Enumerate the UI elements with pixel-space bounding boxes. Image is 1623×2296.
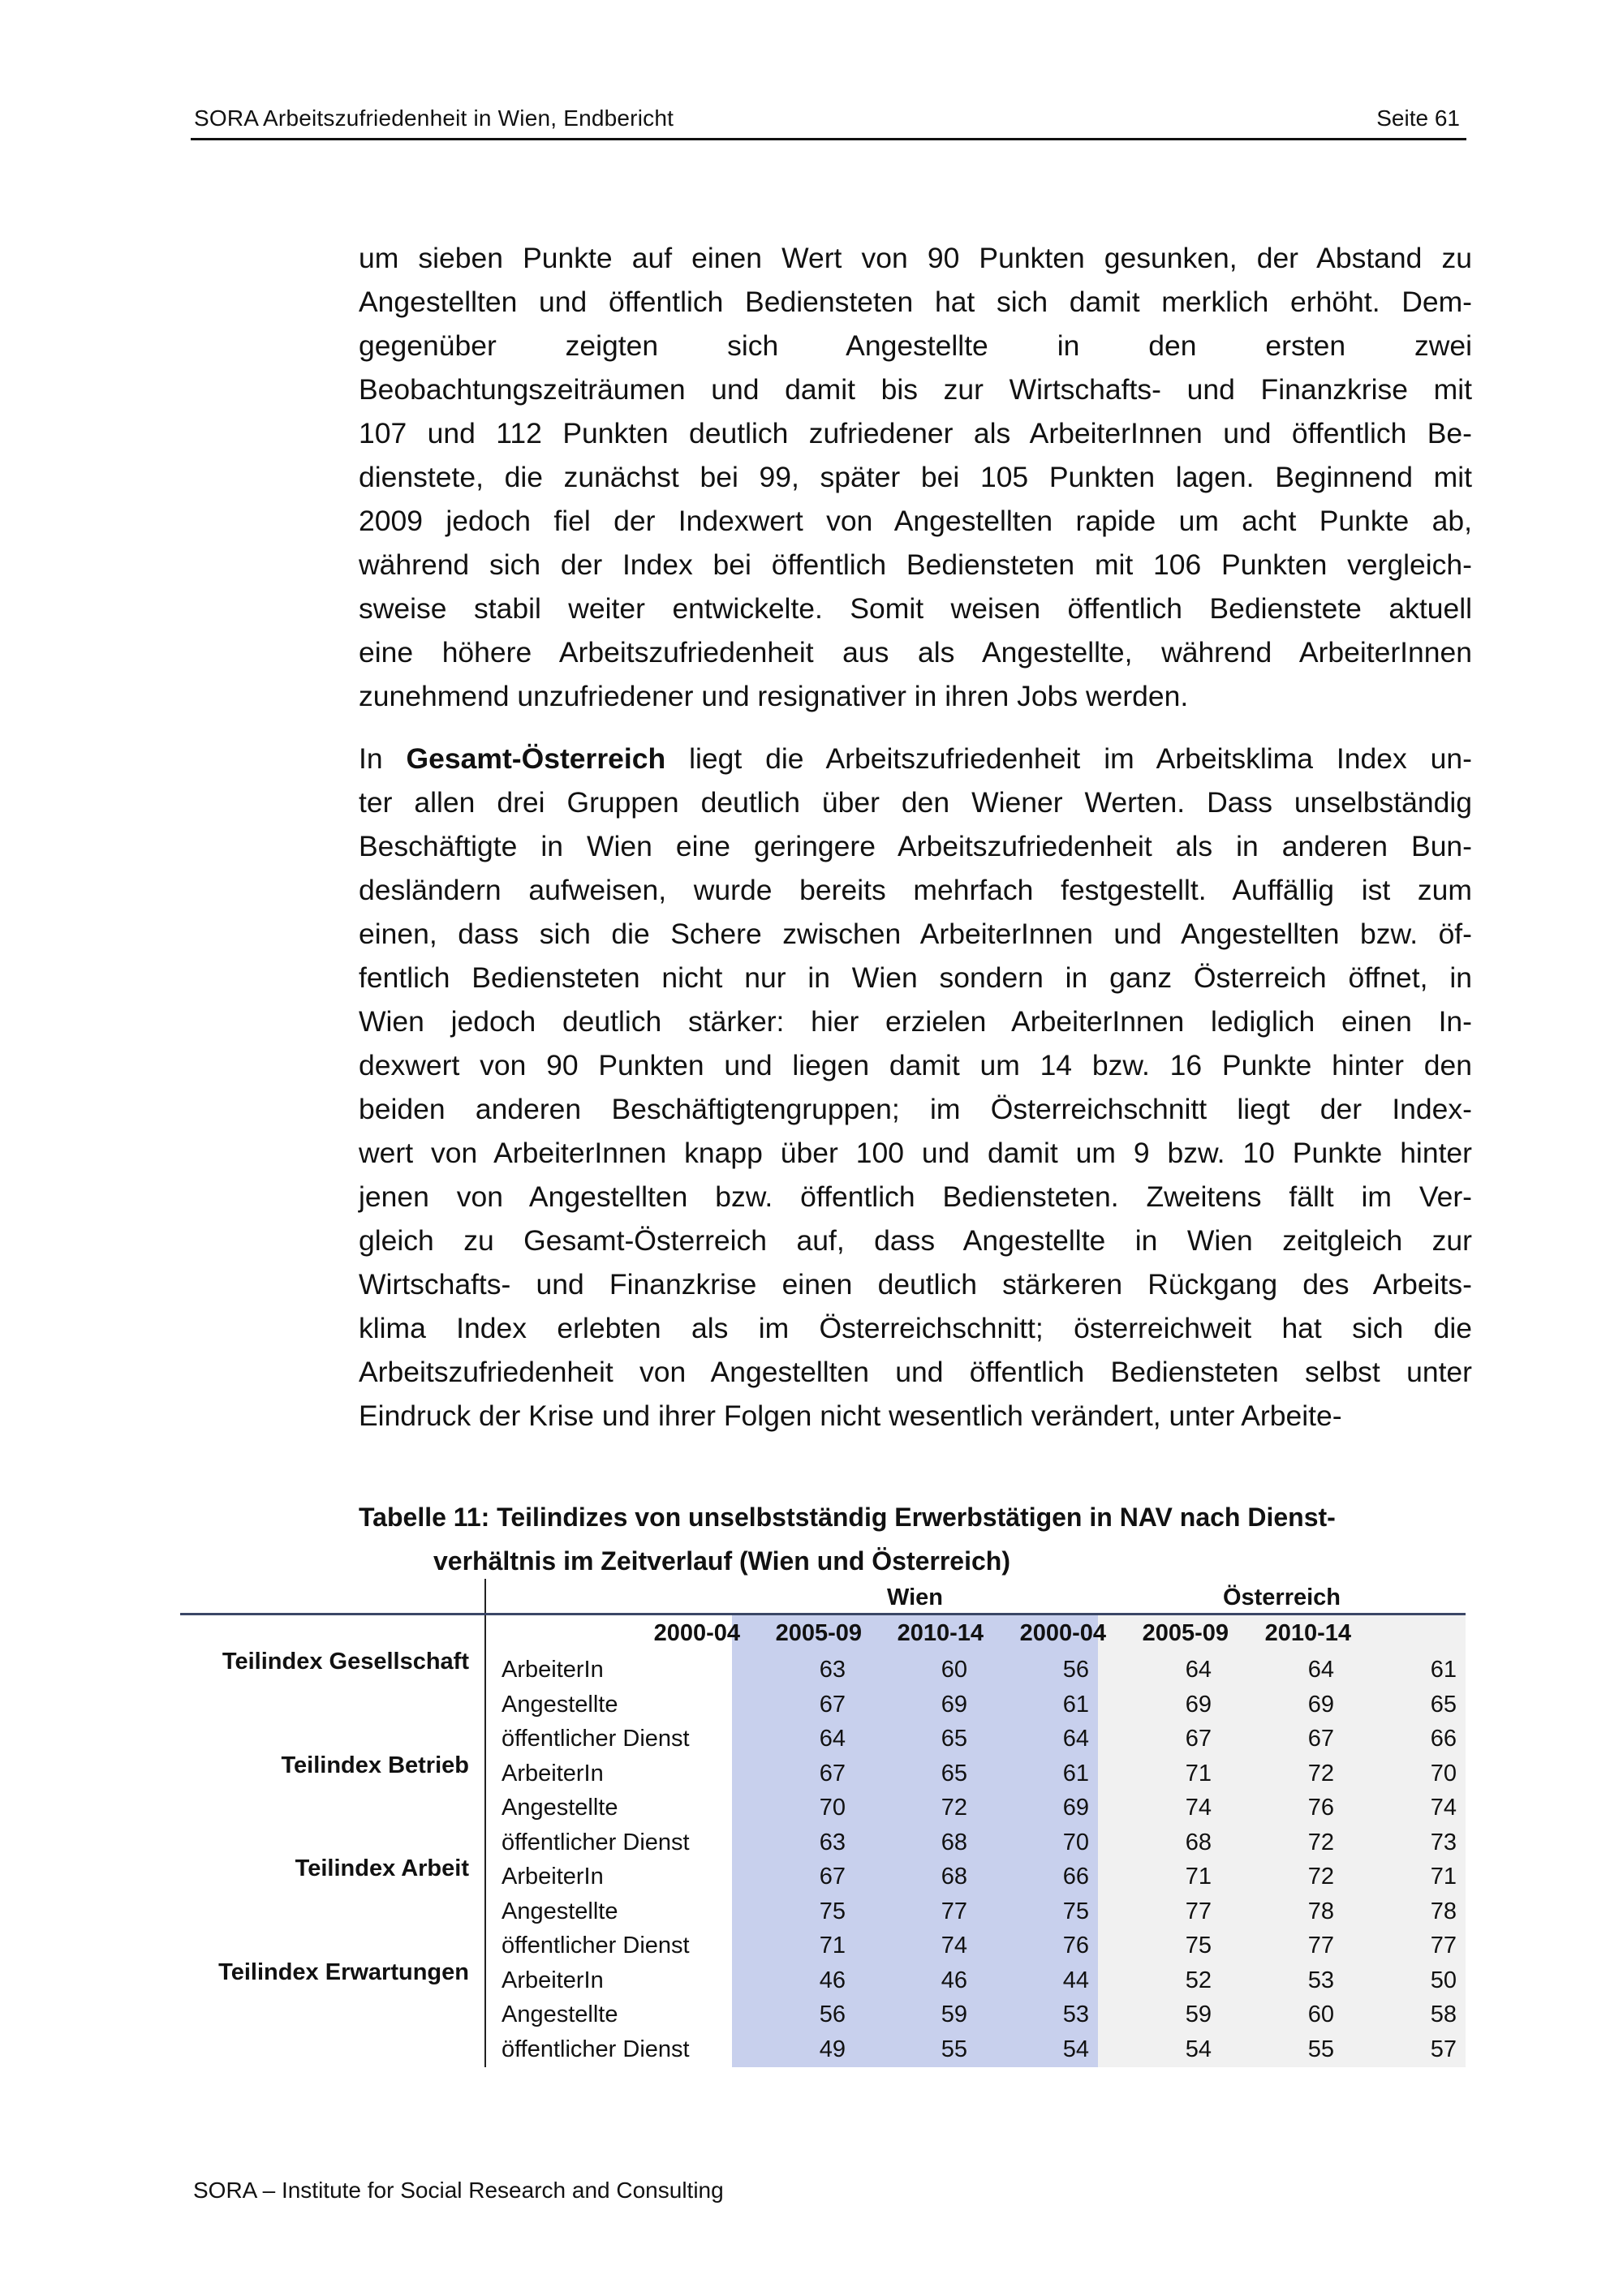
- table-cell: 77: [1430, 1933, 1457, 1958]
- table-cell: 60: [1307, 2001, 1334, 2027]
- text-line: jenen von Angestellten bzw. öffentlich Bediensteten. Zweitens fällt im Ver-: [359, 1180, 1472, 1213]
- text-fragment: liegt die Arbeitszufriedenheit im Arbeitsklima Index un-: [665, 742, 1472, 775]
- table-cell: 44: [1062, 1967, 1089, 1993]
- table-cell: 64: [819, 1726, 846, 1752]
- table-cell: 53: [1062, 2001, 1089, 2027]
- period-header: 2000-04: [653, 1620, 740, 1646]
- page-number: Seite 61: [1376, 105, 1460, 131]
- table-cell: 77: [1307, 1933, 1334, 1958]
- table-row: [0, 1724, 1623, 1759]
- table-cell: 58: [1430, 2001, 1457, 2027]
- table-cell: 69: [941, 1691, 967, 1718]
- table-row: [0, 1793, 1623, 1828]
- table-caption: [359, 1495, 1472, 1583]
- table-cell: 60: [941, 1657, 967, 1683]
- table-cell: 65: [941, 1726, 967, 1752]
- row-category-label: öffentlicher Dienst: [502, 1933, 690, 1958]
- table-cell: 63: [819, 1829, 846, 1855]
- table-row: [0, 1855, 1623, 1897]
- table-cell: 76: [1307, 1795, 1334, 1821]
- table-cell: 61: [1062, 1691, 1089, 1718]
- table-cell: 72: [1307, 1864, 1334, 1890]
- table-cell: 46: [819, 1967, 846, 1993]
- table-cell: 59: [941, 2001, 967, 2027]
- period-header: 2010-14: [1264, 1620, 1351, 1646]
- table-row: [0, 1897, 1623, 1932]
- table-row: [0, 2000, 1623, 2035]
- table-cell: 67: [1185, 1726, 1212, 1752]
- row-category-label: ArbeiterIn: [502, 1760, 604, 1786]
- table-cell: 64: [1185, 1657, 1212, 1683]
- row-category-label: öffentlicher Dienst: [502, 1726, 690, 1752]
- table-cell: 65: [941, 1760, 967, 1786]
- table-row: [0, 2035, 1623, 2070]
- row-category-label: Angestellte: [502, 1898, 618, 1924]
- table-cell: 66: [1062, 1864, 1089, 1890]
- text-line: Beobachtungszeiträumen und damit bis zur Wirtschafts- und Finanzkrise mit: [359, 373, 1472, 406]
- table-cell: 71: [1430, 1864, 1457, 1890]
- table-cell: 72: [1307, 1760, 1334, 1786]
- period-header: 2005-09: [775, 1620, 862, 1646]
- table-cell: 55: [941, 2036, 967, 2062]
- table-cell: 71: [1185, 1864, 1212, 1890]
- text-line: klima Index erlebten als im Österreichschnitt; österreichweit hat sich die: [359, 1312, 1472, 1344]
- table-cell: 78: [1430, 1898, 1457, 1924]
- table-cell: 73: [1430, 1829, 1457, 1855]
- table-cell: 72: [1307, 1829, 1334, 1855]
- table-cell: 78: [1307, 1898, 1334, 1924]
- table-cell: 50: [1430, 1967, 1457, 1993]
- table-cell: 74: [1185, 1795, 1212, 1821]
- table-cell: 61: [1062, 1760, 1089, 1786]
- header-divider: [191, 138, 1466, 140]
- row-group-label: Teilindex Arbeit: [295, 1855, 469, 1881]
- text-line: Arbeitszufriedenheit von Angestellten und öffentlich Bediensteten selbst unter: [359, 1356, 1472, 1388]
- table-row: [0, 1752, 1623, 1794]
- table-cell: 70: [1430, 1760, 1457, 1786]
- row-category-label: Angestellte: [502, 2001, 618, 2027]
- table-cell: 56: [1062, 1657, 1089, 1683]
- text-line: während sich der Index bei öffentlich Bediensteten mit 106 Punkten vergleich-: [359, 548, 1472, 581]
- text-line: dienstete, die zunächst bei 99, später bei 105 Punkten lagen. Beginnend mit: [359, 461, 1472, 493]
- table-cell: 64: [1307, 1657, 1334, 1683]
- document-title: SORA Arbeitszufriedenheit in Wien, Endbericht: [194, 105, 674, 131]
- header-separator: [180, 1613, 1466, 1615]
- text-line: Wien jedoch deutlich stärker: hier erzielen ArbeiterInnen lediglich einen In-: [359, 1005, 1472, 1038]
- table-cell: 77: [1185, 1898, 1212, 1924]
- row-category-label: ArbeiterIn: [502, 1864, 604, 1890]
- text-line: wert von ArbeiterInnen knapp über 100 und damit um 9 bzw. 10 Punkte hinter: [359, 1137, 1472, 1169]
- table-cell: 69: [1307, 1691, 1334, 1718]
- table-row: [0, 1828, 1623, 1863]
- table-row: [0, 1649, 1623, 1690]
- text-line: zunehmend unzufriedener und resignativer in ihren Jobs werden.: [359, 680, 1189, 712]
- table-cell: 75: [1185, 1933, 1212, 1958]
- table-cell: 61: [1430, 1657, 1457, 1683]
- table-cell: 54: [1062, 2036, 1089, 2062]
- table-cell: 59: [1185, 2001, 1212, 2027]
- row-group-label: Teilindex Gesellschaft: [222, 1649, 469, 1675]
- table-cell: 70: [819, 1795, 846, 1821]
- table-row: [0, 1958, 1623, 2001]
- table-cell: 66: [1430, 1726, 1457, 1752]
- table-cell: 71: [819, 1933, 846, 1958]
- period-header: 2000-04: [1019, 1620, 1106, 1646]
- text-line: Eindruck der Krise und ihrer Folgen nicht wesentlich verändert, unter Arbeite-: [359, 1400, 1342, 1432]
- row-category-label: Angestellte: [502, 1691, 618, 1718]
- table-cell: 65: [1430, 1691, 1457, 1718]
- row-category-label: ArbeiterIn: [502, 1967, 604, 1993]
- text-line: eine höhere Arbeitszufriedenheit aus als Angestellte, während ArbeiterInnen: [359, 636, 1472, 669]
- paragraph-1: [359, 236, 1472, 718]
- text-line: einen, dass sich die Schere zwischen ArbeiterInnen und Angestellten bzw. öf-: [359, 918, 1472, 950]
- text-line: Wirtschafts- und Finanzkrise einen deutlich stärkeren Rückgang des Arbeits-: [359, 1268, 1472, 1301]
- text-line: Beschäftigte in Wien eine geringere Arbeitszufriedenheit als in anderen Bun-: [359, 830, 1472, 862]
- table-cell: 63: [819, 1657, 846, 1683]
- table-cell: 64: [1062, 1726, 1089, 1752]
- table-cell: 76: [1062, 1933, 1089, 1958]
- table-cell: 52: [1185, 1967, 1212, 1993]
- table-cell: 72: [941, 1795, 967, 1821]
- caption-line: Tabelle 11: Teilindizes von unselbstständig Erwerbstätigen in NAV nach Dienst-: [359, 1503, 1336, 1532]
- table-cell: 75: [819, 1898, 846, 1924]
- text-fragment: In: [359, 742, 407, 775]
- text-line: desländern aufweisen, wurde bereits mehrfach festgestellt. Auffällig ist zum: [359, 874, 1472, 906]
- period-header: 2010-14: [897, 1620, 984, 1646]
- table-cell: 70: [1062, 1829, 1089, 1855]
- table-cell: 68: [1185, 1829, 1212, 1855]
- page-footer: SORA – Institute for Social Research and Consulting: [193, 2178, 724, 2203]
- table-cell: 67: [819, 1691, 846, 1718]
- row-category-label: Angestellte: [502, 1795, 618, 1821]
- text-line: 107 und 112 Punkten deutlich zufriedener als ArbeiterInnen und öffentlich Be-: [359, 417, 1472, 449]
- table-cell: 71: [1185, 1760, 1212, 1786]
- region-header-wien: Wien: [886, 1584, 944, 1610]
- table-cell: 69: [1185, 1691, 1212, 1718]
- region-header-oesterreich: Österreich: [1222, 1584, 1341, 1610]
- text-line: Angestellten und öffentlich Bediensteten hat sich damit merklich erhöht. Dem-: [359, 286, 1472, 318]
- text-line: ter allen drei Gruppen deutlich über den Wiener Werten. Dass unselbständig: [359, 786, 1472, 819]
- table-cell: 68: [941, 1829, 967, 1855]
- table-cell: 75: [1062, 1898, 1089, 1924]
- row-category-label: ArbeiterIn: [502, 1657, 604, 1683]
- text-line: um sieben Punkte auf einen Wert von 90 Punkten gesunken, der Abstand zu: [359, 242, 1472, 274]
- table-cell: 67: [819, 1760, 846, 1786]
- caption-line: verhältnis im Zeitverlauf (Wien und Österreich): [433, 1546, 1010, 1576]
- text-line: fentlich Bediensteten nicht nur in Wien sondern in ganz Österreich öffnet, in: [359, 961, 1472, 994]
- table-cell: 56: [819, 2001, 846, 2027]
- table-cell: 46: [941, 1967, 967, 1993]
- text-line: dexwert von 90 Punkten und liegen damit um 14 bzw. 16 Punkte hinter den: [359, 1049, 1472, 1081]
- row-category-label: öffentlicher Dienst: [502, 1829, 690, 1855]
- table-cell: 69: [1062, 1795, 1089, 1821]
- table-cell: 57: [1430, 2036, 1457, 2062]
- row-category-label: öffentlicher Dienst: [502, 2036, 690, 2062]
- table-cell: 53: [1307, 1967, 1334, 1993]
- table-cell: 68: [941, 1864, 967, 1890]
- emphasis-gesamt-oesterreich: Gesamt-Österreich: [406, 742, 666, 775]
- table-cell: 67: [1307, 1726, 1334, 1752]
- table-cell: 74: [941, 1933, 967, 1958]
- table-cell: 67: [819, 1864, 846, 1890]
- paragraph-2: [359, 737, 1472, 1438]
- table-cell: 77: [941, 1898, 967, 1924]
- page-header: [191, 102, 1466, 141]
- row-group-label: Teilindex Erwartungen: [218, 1958, 469, 1985]
- table-cell: 74: [1430, 1795, 1457, 1821]
- table-cell: 55: [1307, 2036, 1334, 2062]
- table-cell: 54: [1185, 2036, 1212, 2062]
- table-row: [0, 1690, 1623, 1725]
- table-cell: 49: [819, 2036, 846, 2062]
- text-line: 2009 jedoch fiel der Indexwert von Angestellten rapide um acht Punkte ab,: [359, 505, 1472, 537]
- text-line: sweise stabil weiter entwickelte. Somit weisen öffentlich Bedienstete aktuell: [359, 592, 1472, 625]
- period-header: 2005-09: [1142, 1620, 1229, 1646]
- text-line-with-emphasis: [359, 737, 1472, 780]
- text-line: gleich zu Gesamt-Österreich auf, dass Angestellte in Wien zeitgleich zur: [359, 1224, 1472, 1257]
- row-group-label: Teilindex Betrieb: [281, 1752, 469, 1778]
- text-line: beiden anderen Beschäftigtengruppen; im Österreichschnitt liegt der Index-: [359, 1093, 1472, 1125]
- text-line: gegenüber zeigten sich Angestellte in den ersten zwei: [359, 329, 1472, 362]
